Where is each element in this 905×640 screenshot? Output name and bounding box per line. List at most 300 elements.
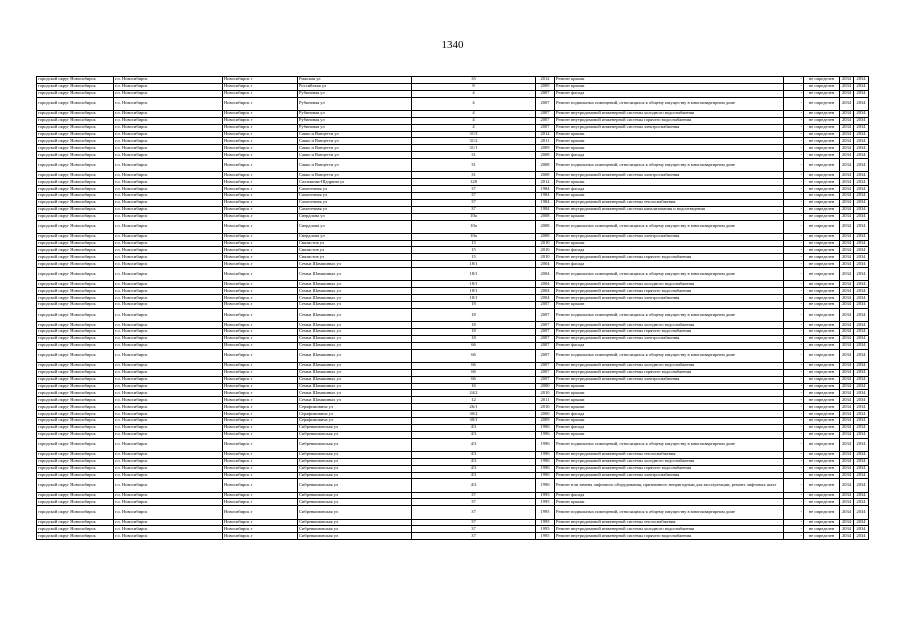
cost-cell: -: [784, 192, 804, 199]
cost-cell: -: [784, 328, 804, 335]
settlement-cell: г.о. Новосибирск: [114, 499, 223, 506]
street-cell: Связистов ул: [298, 254, 412, 261]
street-cell: Сакко и Ванцетти ул: [298, 159, 412, 172]
plan-start-cell: 2034: [840, 213, 854, 220]
municipality-cell: городской округ Новосибирск: [37, 83, 114, 90]
house-number-cell: 4/3: [412, 458, 536, 465]
settlement-cell: г.о. Новосибирск: [114, 138, 223, 145]
locality-cell: Новосибирск г: [223, 458, 298, 465]
work-type-cell: Ремонт внутридомовой инженерной системы теплоснабжения: [555, 451, 784, 458]
capital-repair-table: [36, 76, 869, 540]
plan-start-cell: 2034: [840, 362, 854, 369]
plan-end-cell: 2034: [854, 131, 869, 138]
plan-start-cell: 2034: [840, 261, 854, 268]
street-cell: Свердлова ул: [298, 213, 412, 220]
settlement-cell: г.о. Новосибирск: [114, 145, 223, 152]
table-row: [37, 117, 869, 124]
status-cell: не определен: [804, 261, 840, 268]
house-number-cell: 4: [412, 110, 536, 117]
settlement-cell: г.о. Новосибирск: [114, 342, 223, 349]
plan-start-cell: 2034: [840, 335, 854, 342]
status-cell: не определен: [804, 308, 840, 321]
plan-start-cell: 2034: [840, 186, 854, 193]
year-cell: 1996: [536, 438, 555, 451]
status-cell: не определен: [804, 206, 840, 213]
house-number-cell: 37: [412, 206, 536, 213]
locality-cell: Новосибирск г: [223, 186, 298, 193]
work-type-cell: Ремонт крыши: [555, 179, 784, 186]
house-number-cell: 31: [412, 159, 536, 172]
house-number-cell: 31/3: [412, 131, 536, 138]
street-cell: Рубиновая ул: [298, 90, 412, 97]
street-cell: Сибревкомовская ул: [298, 519, 412, 526]
settlement-cell: г.о. Новосибирск: [114, 90, 223, 97]
work-type-cell: Ремонт внутридомовой инженерной системы канализования и водоотведения: [555, 206, 784, 213]
settlement-cell: г.о. Новосибирск: [114, 411, 223, 418]
settlement-cell: г.о. Новосибирск: [114, 438, 223, 451]
municipality-cell: городской округ Новосибирск: [37, 192, 114, 199]
plan-end-cell: 2034: [854, 465, 869, 472]
status-cell: не определен: [804, 376, 840, 383]
municipality-cell: городской округ Новосибирск: [37, 472, 114, 479]
house-number-cell: 18/1: [412, 295, 536, 302]
locality-cell: Новосибирск г: [223, 322, 298, 329]
table-row: [37, 424, 869, 431]
locality-cell: Новосибирск г: [223, 404, 298, 411]
street-cell: Связистов ул: [298, 247, 412, 254]
municipality-cell: городской округ Новосибирск: [37, 220, 114, 233]
house-number-cell: 30/2: [412, 411, 536, 418]
plan-start-cell: 2034: [840, 390, 854, 397]
municipality-cell: городской округ Новосибирск: [37, 349, 114, 362]
table-row: [37, 192, 869, 199]
house-number-cell: 4/3: [412, 479, 536, 492]
street-cell: Сибревкомовская ул: [298, 506, 412, 519]
work-type-cell: Ремонт внутридомовой инженерной системы горячего водоснабжения: [555, 117, 784, 124]
cost-cell: -: [784, 533, 804, 540]
cost-cell: -: [784, 411, 804, 418]
settlement-cell: г.о. Новосибирск: [114, 519, 223, 526]
municipality-cell: городской округ Новосибирск: [37, 281, 114, 288]
status-cell: не определен: [804, 335, 840, 342]
settlement-cell: г.о. Новосибирск: [114, 240, 223, 247]
table-row: [37, 362, 869, 369]
locality-cell: Новосибирск г: [223, 261, 298, 268]
locality-cell: Новосибирск г: [223, 90, 298, 97]
locality-cell: Новосибирск г: [223, 213, 298, 220]
table-row: [37, 199, 869, 206]
table-row: [37, 369, 869, 376]
cost-cell: -: [784, 295, 804, 302]
status-cell: не определен: [804, 152, 840, 159]
house-number-cell: 4/3: [412, 424, 536, 431]
plan-start-cell: 2034: [840, 206, 854, 213]
house-number-cell: 18: [412, 328, 536, 335]
house-number-cell: 18: [412, 302, 536, 309]
table-row: [37, 397, 869, 404]
plan-end-cell: 2034: [854, 179, 869, 186]
plan-end-cell: 2034: [854, 247, 869, 254]
street-cell: Российская ул: [298, 83, 412, 90]
settlement-cell: г.о. Новосибирск: [114, 362, 223, 369]
locality-cell: Новосибирск г: [223, 369, 298, 376]
cost-cell: -: [784, 383, 804, 390]
plan-start-cell: 2034: [840, 404, 854, 411]
status-cell: не определен: [804, 110, 840, 117]
work-type-cell: Ремонт крыши: [555, 499, 784, 506]
status-cell: не определен: [804, 499, 840, 506]
plan-start-cell: 2034: [840, 124, 854, 131]
plan-end-cell: 2034: [854, 97, 869, 110]
settlement-cell: г.о. Новосибирск: [114, 376, 223, 383]
house-number-cell: 35: [412, 77, 536, 84]
plan-end-cell: 2034: [854, 533, 869, 540]
cost-cell: -: [784, 431, 804, 438]
plan-end-cell: 2034: [854, 376, 869, 383]
table-row: [37, 383, 869, 390]
cost-cell: -: [784, 213, 804, 220]
year-cell: 2007: [536, 90, 555, 97]
status-cell: не определен: [804, 288, 840, 295]
plan-end-cell: 2034: [854, 369, 869, 376]
house-number-cell: 128: [412, 179, 536, 186]
work-type-cell: Ремонт фасада: [555, 247, 784, 254]
year-cell: 2007: [536, 124, 555, 131]
plan-end-cell: 2034: [854, 506, 869, 519]
street-cell: Сибревкомовская ул: [298, 438, 412, 451]
status-cell: не определен: [804, 362, 840, 369]
street-cell: Семьи Шамшиных ул: [298, 268, 412, 281]
municipality-cell: городской округ Новосибирск: [37, 342, 114, 349]
work-type-cell: Ремонт внутридомовой инженерной системы горячего водоснабжения: [555, 254, 784, 261]
street-cell: Свердлова ул: [298, 220, 412, 233]
cost-cell: -: [784, 152, 804, 159]
status-cell: не определен: [804, 192, 840, 199]
house-number-cell: 15: [412, 254, 536, 261]
plan-start-cell: 2034: [840, 281, 854, 288]
settlement-cell: г.о. Новосибирск: [114, 397, 223, 404]
work-type-cell: Ремонт крыши: [555, 390, 784, 397]
plan-start-cell: 2034: [840, 152, 854, 159]
street-cell: Семьи Шамшиных ул: [298, 295, 412, 302]
settlement-cell: г.о. Новосибирск: [114, 159, 223, 172]
status-cell: не определен: [804, 533, 840, 540]
locality-cell: Новосибирск г: [223, 159, 298, 172]
year-cell: 2008: [536, 159, 555, 172]
street-cell: Связистов ул: [298, 240, 412, 247]
year-cell: 1996: [536, 465, 555, 472]
municipality-cell: городской округ Новосибирск: [37, 479, 114, 492]
settlement-cell: г.о. Новосибирск: [114, 302, 223, 309]
locality-cell: Новосибирск г: [223, 281, 298, 288]
plan-end-cell: 2034: [854, 281, 869, 288]
municipality-cell: городской округ Новосибирск: [37, 499, 114, 506]
municipality-cell: городской округ Новосибирск: [37, 186, 114, 193]
status-cell: не определен: [804, 472, 840, 479]
table-row: [37, 206, 869, 213]
cost-cell: -: [784, 240, 804, 247]
work-type-cell: Ремонт внутридомовой инженерной системы холодного водоснабжения: [555, 458, 784, 465]
settlement-cell: г.о. Новосибирск: [114, 308, 223, 321]
year-cell: 2008: [536, 172, 555, 179]
cost-cell: -: [784, 206, 804, 213]
house-number-cell: 31: [412, 172, 536, 179]
locality-cell: Новосибирск г: [223, 206, 298, 213]
work-type-cell: Ремонт подвальных помещений, относящихся к общему имуществу в многоквартирном доме: [555, 308, 784, 321]
cost-cell: -: [784, 397, 804, 404]
locality-cell: Новосибирск г: [223, 117, 298, 124]
municipality-cell: городской округ Новосибирск: [37, 117, 114, 124]
table-row: [37, 261, 869, 268]
street-cell: Семьи Шамшиных ул: [298, 383, 412, 390]
year-cell: 1984: [536, 192, 555, 199]
cost-cell: -: [784, 376, 804, 383]
cost-cell: -: [784, 322, 804, 329]
year-cell: 2000: [536, 411, 555, 418]
locality-cell: Новосибирск г: [223, 254, 298, 261]
locality-cell: Новосибирск г: [223, 506, 298, 519]
house-number-cell: 37: [412, 192, 536, 199]
table-row: [37, 376, 869, 383]
table-row: [37, 268, 869, 281]
cost-cell: -: [784, 369, 804, 376]
street-cell: Сибревкомовская ул: [298, 451, 412, 458]
year-cell: 2004: [536, 261, 555, 268]
plan-start-cell: 2034: [840, 349, 854, 362]
table-row: [37, 328, 869, 335]
locality-cell: Новосибирск г: [223, 233, 298, 240]
table-row: [37, 349, 869, 362]
status-cell: не определен: [804, 295, 840, 302]
cost-cell: -: [784, 199, 804, 206]
house-number-cell: 4/3: [412, 451, 536, 458]
house-number-cell: 37: [412, 519, 536, 526]
year-cell: 2011: [536, 138, 555, 145]
year-cell: 1995: [536, 499, 555, 506]
work-type-cell: Ремонт внутридомовой инженерной системы электроснабжения: [555, 124, 784, 131]
work-type-cell: Ремонт крыши: [555, 431, 784, 438]
plan-end-cell: 2034: [854, 424, 869, 431]
work-type-cell: Ремонт внутридомовой инженерной системы горячего водоснабжения: [555, 328, 784, 335]
status-cell: не определен: [804, 186, 840, 193]
street-cell: Рубиновая ул: [298, 110, 412, 117]
cost-cell: -: [784, 261, 804, 268]
year-cell: 1995: [536, 526, 555, 533]
work-type-cell: Ремонт подвальных помещений, относящихся к общему имуществу в многоквартирном доме: [555, 220, 784, 233]
cost-cell: -: [784, 268, 804, 281]
house-number-cell: 26/1: [412, 404, 536, 411]
settlement-cell: г.о. Новосибирск: [114, 328, 223, 335]
settlement-cell: г.о. Новосибирск: [114, 349, 223, 362]
street-cell: Сибревкомовская ул: [298, 458, 412, 465]
municipality-cell: городской округ Новосибирск: [37, 328, 114, 335]
year-cell: 2012: [536, 179, 555, 186]
municipality-cell: городской округ Новосибирск: [37, 145, 114, 152]
plan-start-cell: 2034: [840, 451, 854, 458]
plan-end-cell: 2034: [854, 152, 869, 159]
cost-cell: -: [784, 492, 804, 499]
house-number-cell: 4/3: [412, 472, 536, 479]
table-row: [37, 172, 869, 179]
street-cell: Семьи Шамшиных ул: [298, 335, 412, 342]
street-cell: Семьи Шамшиных ул: [298, 302, 412, 309]
house-number-cell: 4: [412, 117, 536, 124]
status-cell: не определен: [804, 417, 840, 424]
house-number-cell: 37: [412, 186, 536, 193]
municipality-cell: городской округ Новосибирск: [37, 233, 114, 240]
status-cell: не определен: [804, 411, 840, 418]
work-type-cell: Ремонт фасада: [555, 424, 784, 431]
municipality-cell: городской округ Новосибирск: [37, 110, 114, 117]
plan-start-cell: 2034: [840, 288, 854, 295]
cost-cell: -: [784, 110, 804, 117]
status-cell: не определен: [804, 404, 840, 411]
work-type-cell: Ремонт внутридомовой инженерной системы электроснабжения: [555, 472, 784, 479]
work-type-cell: Ремонт фасада: [555, 411, 784, 418]
settlement-cell: г.о. Новосибирск: [114, 220, 223, 233]
status-cell: не определен: [804, 506, 840, 519]
status-cell: не определен: [804, 138, 840, 145]
year-cell: 2007: [536, 362, 555, 369]
work-type-cell: Ремонт внутридомовой инженерной системы электроснабжения: [555, 376, 784, 383]
settlement-cell: г.о. Новосибирск: [114, 451, 223, 458]
locality-cell: Новосибирск г: [223, 499, 298, 506]
status-cell: не определен: [804, 213, 840, 220]
plan-end-cell: 2034: [854, 411, 869, 418]
plan-start-cell: 2034: [840, 247, 854, 254]
plan-start-cell: 2034: [840, 417, 854, 424]
locality-cell: Новосибирск г: [223, 390, 298, 397]
plan-start-cell: 2034: [840, 97, 854, 110]
locality-cell: Новосибирск г: [223, 472, 298, 479]
plan-end-cell: 2034: [854, 233, 869, 240]
cost-cell: -: [784, 83, 804, 90]
plan-start-cell: 2034: [840, 77, 854, 84]
plan-end-cell: 2034: [854, 492, 869, 499]
cost-cell: -: [784, 362, 804, 369]
work-type-cell: Ремонт крыши: [555, 213, 784, 220]
work-type-cell: Ремонт подвальных помещений, относящихся к общему имуществу в многоквартирном доме: [555, 159, 784, 172]
table-row: [37, 458, 869, 465]
year-cell: 1996: [536, 424, 555, 431]
year-cell: 1995: [536, 519, 555, 526]
table-row: [37, 138, 869, 145]
house-number-cell: 37: [412, 492, 536, 499]
plan-start-cell: 2034: [840, 479, 854, 492]
settlement-cell: г.о. Новосибирск: [114, 131, 223, 138]
work-type-cell: Ремонт крыши: [555, 404, 784, 411]
work-type-cell: Ремонт внутридомовой инженерной системы электроснабжения: [555, 233, 784, 240]
cost-cell: -: [784, 438, 804, 451]
year-cell: 1995: [536, 506, 555, 519]
table-row: [37, 131, 869, 138]
status-cell: не определен: [804, 438, 840, 451]
status-cell: не определен: [804, 77, 840, 84]
plan-start-cell: 2034: [840, 308, 854, 321]
municipality-cell: городской округ Новосибирск: [37, 97, 114, 110]
table-row: [37, 288, 869, 295]
street-cell: Семьи Шамшиных ул: [298, 376, 412, 383]
work-type-cell: Ремонт крыши: [555, 131, 784, 138]
plan-end-cell: 2034: [854, 431, 869, 438]
street-cell: Сакко и Ванцетти ул: [298, 131, 412, 138]
locality-cell: Новосибирск г: [223, 199, 298, 206]
status-cell: не определен: [804, 328, 840, 335]
cost-cell: -: [784, 424, 804, 431]
plan-start-cell: 2034: [840, 268, 854, 281]
municipality-cell: городской округ Новосибирск: [37, 302, 114, 309]
work-type-cell: Ремонт подвальных помещений, относящихся к общему имуществу в многоквартирном доме: [555, 349, 784, 362]
cost-cell: -: [784, 451, 804, 458]
work-type-cell: Ремонт фасада: [555, 342, 784, 349]
locality-cell: Новосибирск г: [223, 110, 298, 117]
table-row: [37, 322, 869, 329]
locality-cell: Новосибирск г: [223, 97, 298, 110]
plan-end-cell: 2034: [854, 110, 869, 117]
plan-end-cell: 2034: [854, 186, 869, 193]
work-type-cell: Ремонт внутридомовой инженерной системы горячего водоснабжения: [555, 465, 784, 472]
status-cell: не определен: [804, 526, 840, 533]
house-number-cell: 4/3: [412, 438, 536, 451]
table-row: [37, 110, 869, 117]
street-cell: Рубиновая ул: [298, 124, 412, 131]
table-row: [37, 295, 869, 302]
plan-end-cell: 2034: [854, 342, 869, 349]
house-number-cell: 24/2: [412, 390, 536, 397]
status-cell: не определен: [804, 131, 840, 138]
plan-start-cell: 2034: [840, 397, 854, 404]
locality-cell: Новосибирск г: [223, 288, 298, 295]
status-cell: не определен: [804, 172, 840, 179]
work-type-cell: Ремонт внутридомовой инженерной системы горячего водоснабжения: [555, 288, 784, 295]
plan-end-cell: 2034: [854, 302, 869, 309]
plan-end-cell: 2034: [854, 328, 869, 335]
settlement-cell: г.о. Новосибирск: [114, 172, 223, 179]
locality-cell: Новосибирск г: [223, 492, 298, 499]
year-cell: 2012: [536, 77, 555, 84]
plan-end-cell: 2034: [854, 288, 869, 295]
street-cell: Сибревкомовская ул: [298, 431, 412, 438]
year-cell: 2010: [536, 254, 555, 261]
status-cell: не определен: [804, 519, 840, 526]
table-row: [37, 83, 869, 90]
street-cell: Серафимовича ул: [298, 411, 412, 418]
plan-start-cell: 2034: [840, 369, 854, 376]
locality-cell: Новосибирск г: [223, 83, 298, 90]
locality-cell: Новосибирск г: [223, 240, 298, 247]
plan-start-cell: 2034: [840, 383, 854, 390]
year-cell: 2011: [536, 397, 555, 404]
plan-end-cell: 2034: [854, 83, 869, 90]
street-cell: Рубиновая ул: [298, 117, 412, 124]
plan-start-cell: 2034: [840, 199, 854, 206]
plan-end-cell: 2034: [854, 438, 869, 451]
work-type-cell: Ремонт крыши: [555, 145, 784, 152]
cost-cell: -: [784, 97, 804, 110]
status-cell: не определен: [804, 302, 840, 309]
table-row: [37, 335, 869, 342]
settlement-cell: г.о. Новосибирск: [114, 97, 223, 110]
year-cell: 1984: [536, 199, 555, 206]
settlement-cell: г.о. Новосибирск: [114, 526, 223, 533]
work-type-cell: Ремонт крыши: [555, 240, 784, 247]
work-type-cell: Ремонт подвальных помещений, относящихся к общему имуществу в многоквартирном доме: [555, 506, 784, 519]
street-cell: Семьи Шамшиных ул: [298, 261, 412, 268]
house-number-cell: 31/2: [412, 138, 536, 145]
plan-end-cell: 2034: [854, 145, 869, 152]
plan-end-cell: 2034: [854, 499, 869, 506]
year-cell: 2007: [536, 376, 555, 383]
